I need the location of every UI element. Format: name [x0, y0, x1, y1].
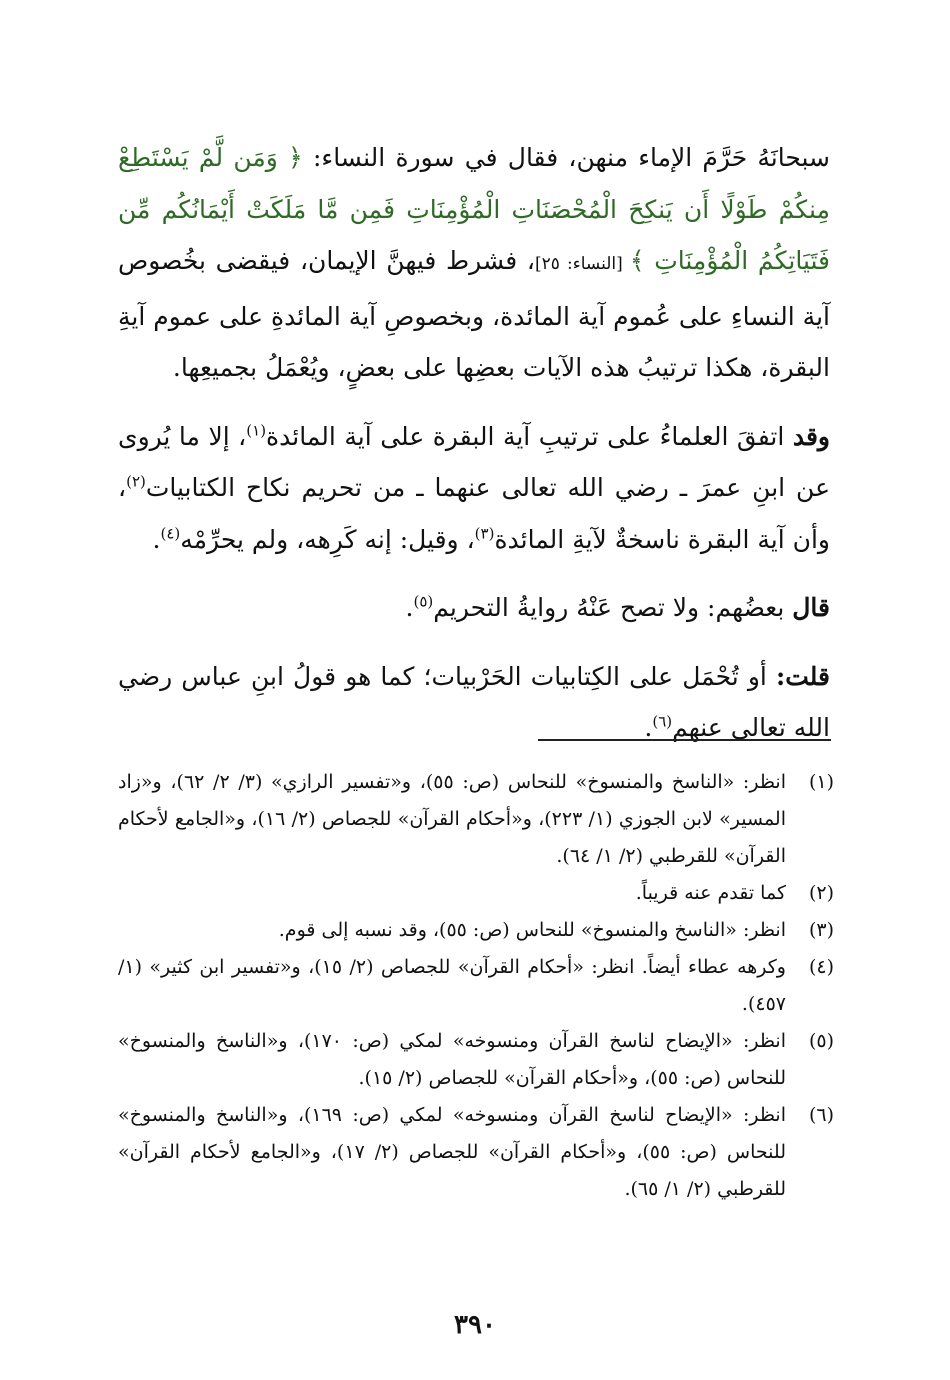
footnote-1 — [118, 764, 834, 875]
footnote-number: (٣) — [808, 919, 834, 941]
footnote-ref-6[interactable]: (٦) — [652, 712, 673, 731]
footnotes — [118, 764, 834, 1208]
footnote-text: انظر: «الناسخ والمنسوخ» للنحاس (ص: ٥٥)، و«تفسير الرازي» (٣/ ٢/ ٦٢)، و«زاد المسير» لابن الجوزي (١/ ٢٢٣)، و«أحكام القرآن» للجصاص (٢/ ١٦)، و«الجامع لأحكام القرآن» للقرطبي (٢/ ١/ ٦٤). — [118, 771, 786, 867]
footnote-text: انظر: «الناسخ والمنسوخ» للنحاس (ص: ٥٥)، وقد نسبه إلى قوم. — [278, 919, 786, 941]
paragraph-text: . — [152, 524, 161, 554]
footnote-6 — [118, 1097, 834, 1208]
footnote-ref-4[interactable]: (٤) — [160, 524, 181, 543]
footnote-2 — [118, 875, 834, 912]
page-number: ٣٩٠ — [454, 1310, 496, 1340]
paragraph-text: . — [644, 713, 653, 742]
quran-verse: ﴿ وَمَن لَّمْ يَسْتَطِعْ مِنكُمْ طَوْلًا أَن يَنكِحَ الْمُحْصَنَاتِ الْمُؤْمِنَاتِ فَمِن مَّا مَلَكَتْ أَيْمَانُكُم مِّن فَتَيَاتِكُمُ الْمُؤْمِنَاتِ ﴾ — [118, 143, 830, 275]
paragraph-text: ، وقيل: إنه كَرِهه، ولم يحرِّمْه — [180, 524, 475, 554]
footnote-number: (٥) — [808, 1030, 834, 1052]
footnote-number: (٤) — [808, 956, 834, 978]
paragraph-text: . — [405, 593, 414, 622]
paragraph-lead: وقد — [792, 421, 830, 451]
paragraph-text: ، وأن آية البقرة ناسخةٌ لآيةِ المائدة — [118, 473, 830, 554]
paragraph-text: ، فشرط فيهنَّ الإيمان، فيقضى بخُصوص آية النساءِ على عُموم آية المائدة، وبخصوصِ آية المائدةِ على عموم آيةِ البقرة، هكذا ترتيبُ هذه الآيات بعضِها على بعضٍ، ويُعْمَلُ بجميعِها. — [118, 246, 830, 382]
paragraph-3 — [118, 582, 830, 634]
footnote-text: انظر: «الإيضاح لناسخ القرآن ومنسوخه» لمكي (ص: ١٧٠)، و«الناسخ والمنسوخ» للنحاس (ص: ٥٥)، و«أحكام القرآن» للجصاص (٢/ ١٥). — [118, 1030, 786, 1089]
footnote-5 — [118, 1023, 834, 1097]
footnote-ref-5[interactable]: (٥) — [413, 592, 434, 611]
footnote-text: انظر: «الإيضاح لناسخ القرآن ومنسوخه» لمكي (ص: ١٦٩)، و«الناسخ والمنسوخ» للنحاس (ص: ٥٥)، و«أحكام القرآن» للجصاص (٢/ ١٧)، و«الجامع لأحكام القرآن» للقرطبي (٢/ ١/ ٦٥). — [118, 1104, 786, 1200]
paragraph-1 — [118, 132, 830, 394]
footnote-4 — [118, 949, 834, 1023]
footnote-ref-2[interactable]: (٢) — [126, 472, 146, 491]
footnote-ref-1[interactable]: (١) — [246, 421, 267, 440]
paragraph-intro: سبحانَهُ حَرَّمَ الإماء منهن، فقال في سورة النساء: — [302, 143, 831, 172]
paragraph-text: بعضُهم: ولا تصح عَنْهُ روايةُ التحريم — [433, 593, 793, 622]
footnote-text: وكرهه عطاء أيضاً. انظر: «أحكام القرآن» للجصاص (٢/ ١٥)، و«تفسير ابن كثير» (١/ ٤٥٧). — [118, 956, 786, 1015]
footnote-number: (١) — [808, 771, 834, 793]
paragraph-lead: قال — [792, 593, 830, 622]
footnote-ref-3[interactable]: (٣) — [474, 524, 495, 543]
paragraph-text: اتفقَ العلماءُ على ترتيبِ آية البقرة على آية المائدة — [266, 421, 793, 451]
footnote-divider — [538, 739, 831, 741]
main-text — [118, 132, 830, 754]
paragraph-lead: قلت: — [775, 661, 830, 691]
paragraph-text: ، إلا ما يُروى عن ابنِ عمرَ ـ رضي الله تعالى عنهما ـ من تحريم نكاح الكتابيات — [118, 421, 830, 502]
paragraph-2 — [118, 411, 830, 566]
verse-citation: [النساء: ٢٥] — [534, 254, 630, 274]
footnote-3 — [118, 912, 834, 949]
footnote-number: (٢) — [808, 882, 834, 904]
footnote-number: (٦) — [808, 1104, 834, 1126]
footnote-text: كما تقدم عنه قريباً. — [635, 882, 786, 904]
paragraph-text: أو تُحْمَل على الكِتابيات الحَرْبيات؛ كما هو قولُ ابنِ عباس رضي الله تعالى عنهم — [118, 661, 830, 742]
